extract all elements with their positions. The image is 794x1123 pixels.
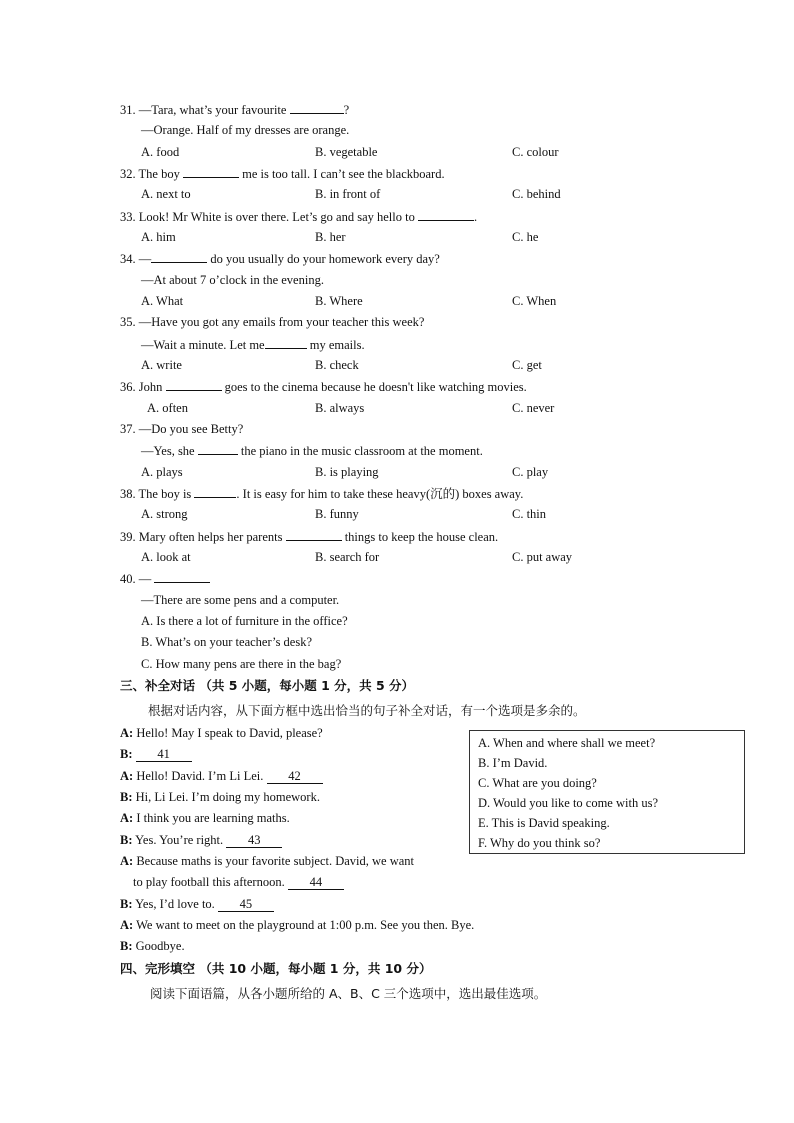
q34-option-c: C. When: [512, 294, 557, 308]
q33-option-b: B. her: [315, 230, 346, 244]
q37-stem: 37. —Do you see Betty?: [120, 422, 244, 436]
q33-option-c: C. he: [512, 230, 539, 244]
q31-option-a: A. food: [141, 145, 180, 159]
box-option-f: F. Why do you think so?: [478, 836, 601, 850]
dialogue-line: B: Yes, I’d love to. 45: [120, 896, 274, 912]
answer-blank: [198, 442, 238, 455]
dialogue-line: B: Hi, Li Lei. I’m doing my homework.: [120, 790, 320, 804]
options-box: [469, 730, 745, 854]
q32-stem: 32. The boy me is too tall. I can’t see the blackboard.: [120, 167, 445, 181]
dialogue-line: A: I think you are learning maths.: [120, 811, 290, 825]
q33-option-a: A. him: [141, 230, 176, 244]
q37-option-b: B. is playing: [315, 465, 379, 479]
answer-blank: [166, 378, 222, 391]
answer-blank: [290, 101, 344, 114]
answer-blank: [418, 208, 474, 221]
q37-option-c: C. play: [512, 465, 549, 479]
answer-blank: [154, 570, 210, 583]
answer-blank-45: 45: [218, 897, 274, 912]
q31-option-b: B. vegetable: [315, 145, 378, 159]
q40-reply: —There are some pens and a computer.: [141, 593, 340, 607]
answer-blank: [286, 528, 342, 541]
q40-option-a: A. Is there a lot of furniture in the office?: [141, 614, 348, 628]
section4-heading: 四、完形填空 （共 10 小题，每小题 1 分，共 10 分）: [120, 961, 432, 976]
q38-option-c: C. thin: [512, 507, 547, 521]
q37-option-a: A. plays: [141, 465, 183, 479]
dialogue-line: A: Because maths is your favorite subject. David, we want: [120, 854, 415, 868]
box-option-b: B. I’m David.: [478, 756, 548, 770]
section3-instruction: 根据对话内容，从下面方框中选出恰当的句子补全对话，有一个选项是多余的。: [148, 703, 586, 718]
q31-reply: —Orange. Half of my dresses are orange.: [141, 123, 350, 137]
q32-option-b: B. in front of: [315, 187, 381, 201]
q38-option-a: A. strong: [141, 507, 188, 521]
q32-option-a: A. next to: [141, 187, 191, 201]
answer-blank: [183, 165, 239, 178]
q38-option-b: B. funny: [315, 507, 359, 521]
q39-option-c: C. put away: [512, 550, 573, 564]
q36-option-b: B. always: [315, 401, 365, 415]
answer-blank: [265, 336, 307, 349]
q36-stem: 36. John goes to the cinema because he doesn't like watching movies.: [120, 380, 527, 394]
dialogue-line: to play football this afternoon. 44: [133, 874, 344, 890]
q40-stem: 40. —: [120, 570, 210, 587]
q40-option-b: B. What’s on your teacher’s desk?: [141, 635, 313, 649]
q39-option-a: A. look at: [141, 550, 191, 564]
answer-blank-43: 43: [226, 833, 282, 848]
dialogue-line: A: We want to meet on the playground at 1:00 p.m. See you then. Bye.: [120, 918, 475, 932]
q37-reply: —Yes, she the piano in the music classroom at the moment.: [141, 444, 483, 458]
answer-blank: [194, 485, 236, 498]
q36-option-c: C. never: [512, 401, 555, 415]
q40-option-c: C. How many pens are there in the bag?: [141, 657, 342, 671]
q31-option-c: C. colour: [512, 145, 559, 159]
dialogue-line: A: Hello! David. I’m Li Lei. 42: [120, 768, 323, 784]
q35-option-c: C. get: [512, 358, 542, 372]
q39-option-b: B. search for: [315, 550, 380, 564]
q34-option-b: B. Where: [315, 294, 363, 308]
answer-blank-44: 44: [288, 875, 344, 890]
dialogue-line: A: Hello! May I speak to David, please?: [120, 726, 323, 740]
q35-reply: —Wait a minute. Let me my emails.: [141, 338, 365, 352]
q35-option-a: A. write: [141, 358, 182, 372]
box-option-d: D. Would you like to come with us?: [478, 796, 658, 810]
q36-option-a: A. often: [147, 401, 188, 415]
dialogue-line: B: Yes. You’re right. 43: [120, 832, 282, 848]
box-option-e: E. This is David speaking.: [478, 816, 610, 830]
section3-heading: 三、补全对话 （共 5 小题，每小题 1 分，共 5 分）: [120, 678, 415, 693]
dialogue-line: B: 41: [120, 746, 192, 762]
q34-reply: —At about 7 o’clock in the evening.: [141, 273, 324, 287]
q39-stem: 39. Mary often helps her parents things to keep the house clean.: [120, 530, 499, 544]
section4-instruction: 阅读下面语篇，从各小题所给的 A、B、C 三个选项中，选出最佳选项。: [150, 986, 547, 1001]
dialogue-line: B: Goodbye.: [120, 939, 185, 953]
box-option-a: A. When and where shall we meet?: [478, 736, 656, 750]
q31-stem: 31. —Tara, what’s your favourite ?: [120, 103, 350, 117]
q32-option-c: C. behind: [512, 187, 561, 201]
q34-option-a: A. What: [141, 294, 184, 308]
answer-blank: [151, 250, 207, 263]
q35-option-b: B. check: [315, 358, 359, 372]
q34-stem: 34. — do you usually do your homework every day?: [120, 252, 440, 266]
q35-stem: 35. —Have you got any emails from your teacher this week?: [120, 315, 425, 329]
answer-blank-42: 42: [267, 769, 323, 784]
q33-stem: 33. Look! Mr White is over there. Let’s go and say hello to .: [120, 210, 478, 224]
q38-stem: 38. The boy is . It is easy for him to take these heavy(沉的) boxes away.: [120, 487, 524, 501]
box-option-c: C. What are you doing?: [478, 776, 597, 790]
answer-blank-41: 41: [136, 747, 192, 762]
